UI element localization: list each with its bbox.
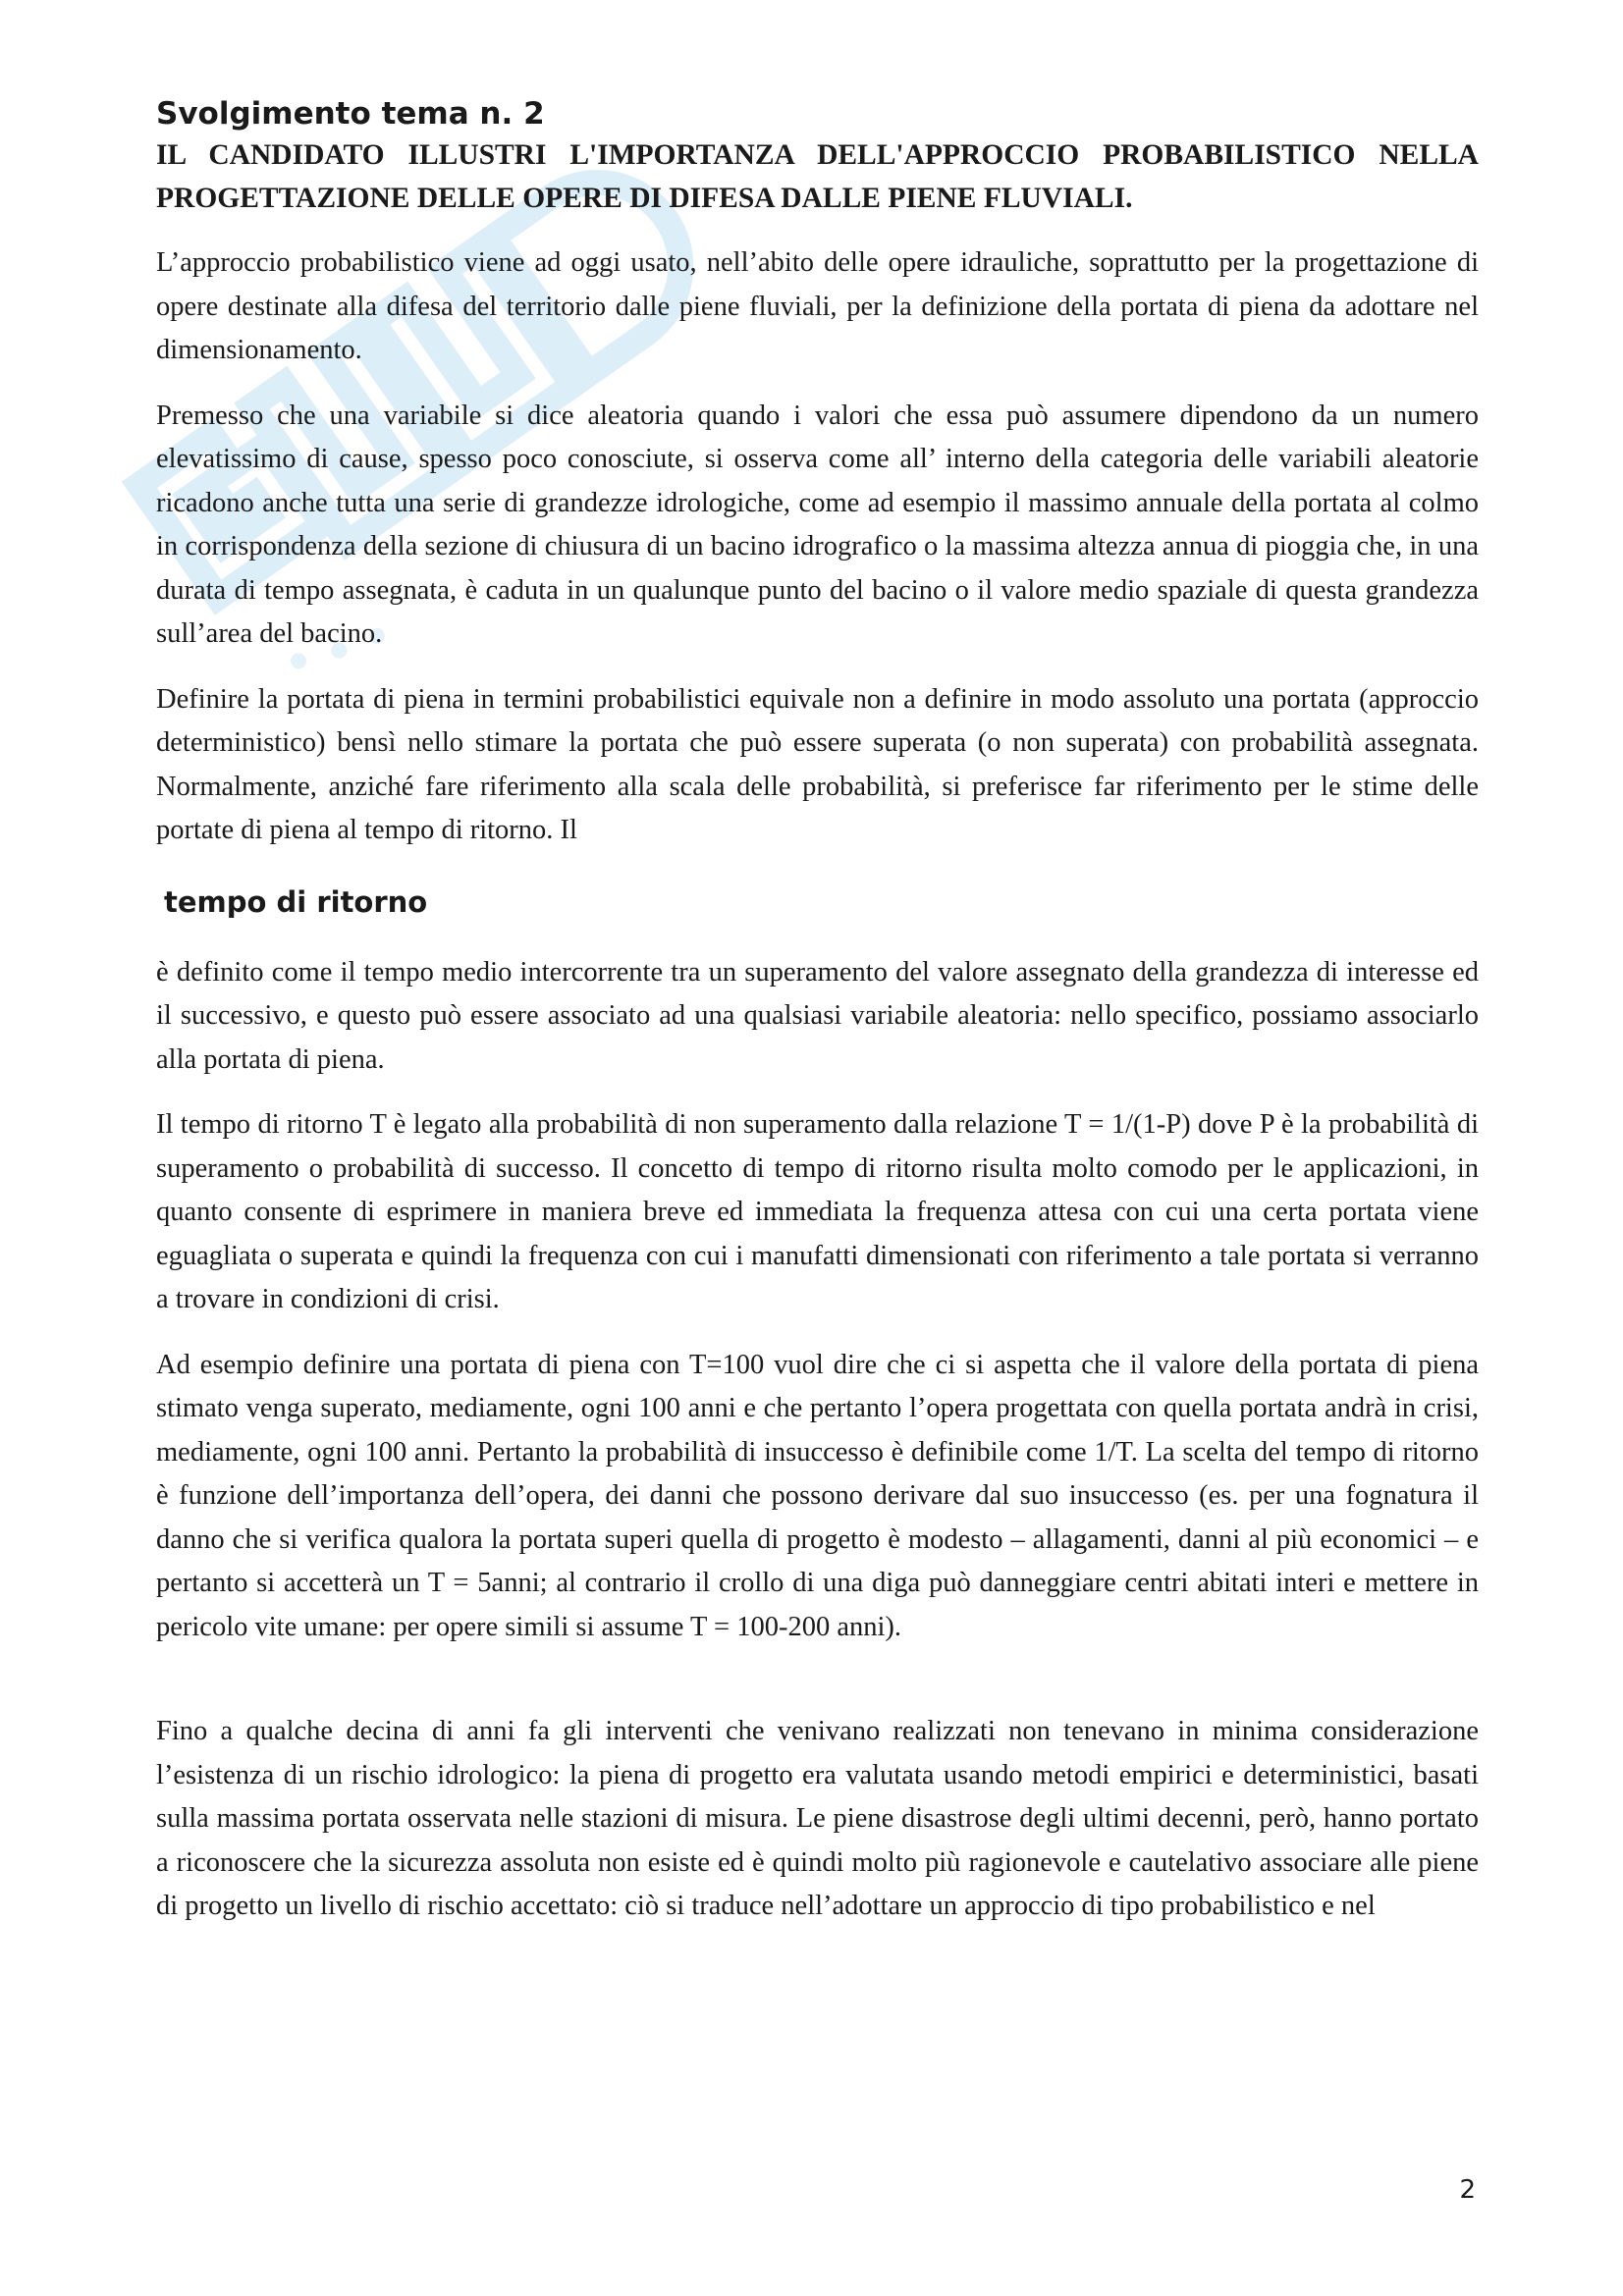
- paragraph-spacer: [156, 1671, 1479, 1710]
- document-subtitle: IL CANDIDATO ILLUSTRI L'IMPORTANZA DELL'APPROCCIO PROBABILISTICO NELLA PROGETTAZIONE DELLE OPERE DI DIFESA DALLE PIENE FLUVIALI.: [156, 139, 1479, 214]
- page-content: [156, 94, 1479, 1950]
- document-title: Svolgimento tema n. 2: [156, 96, 545, 132]
- section-heading-tempo-di-ritorno: tempo di ritorno: [164, 884, 428, 919]
- paragraph-relazione-probabilita: Il tempo di ritorno T è legato alla probabilità di non superamento dalla relazione T = 1/(1-P) dove P è la probabilità di superamento o probabilità di successo. Il concetto di tempo di ritorno risulta molto comodo per le applicazioni, in quanto consente di esprimere in maniera breve ed immediata la frequenza attesa con cui una certa portata viene eguagliata o superata e quindi la frequenza con cui i manufatti dimensionati con riferimento a tale portata si verranno a trovare in condizioni di crisi.: [156, 1109, 1479, 1314]
- paragraph-esempio-t100: Ad esempio definire una portata di piena con T=100 vuol dire che ci si aspetta che il valore della portata di piena stimato venga superato, mediamente, ogni 100 anni e che pertanto l’opera progettata con quella portata andrà in crisi, mediamente, ogni 100 anni. Pertanto la probabilità di insuccesso è definibile come 1/T. La scelta del tempo di ritorno è funzione dell’importanza dell’opera, dei danni che possono derivare dal suo insuccesso (es. per una fognatura il danno che si verifica qualora la portata superi quella di progetto è modesto – allagamenti, danni al più economici – e pertanto si accetterà un T = 5anni; al contrario il crollo di una diga può danneggiare centri abitati interi e mettere in pericolo vite umane: per opere simili si assume T = 100-200 anni).: [156, 1349, 1479, 1642]
- paragraph-portata-di-piena: Definire la portata di piena in termini probabilistici equivale non a definire in modo assoluto una portata (approccio deterministico) bensì nello stimare la portata che può essere superata (o non superata) con probabilità assegnata. Normalmente, anziché fare riferimento alla scala delle probabilità, si preferisce far riferimento per le stime delle portate di piena al tempo di ritorno. Il: [156, 683, 1479, 845]
- page-number: 2: [1459, 2175, 1476, 2205]
- paragraph-variabile-aleatoria: Premesso che una variabile si dice aleatoria quando i valori che essa può assumere dipendono da un numero elevatissimo di cause, spesso poco conosciute, si osserva come all’ interno della categoria delle variabili aleatorie ricadono anche tutta una serie di grandezze idrologiche, come ad esempio il massimo annuale della portata al colmo in corrispondenza della sezione di chiusura di un bacino idrografico o la massima altezza annua di pioggia che, in una durata di tempo assegnata, è caduta in un qualunque punto del bacino o il valore medio spaziale di questa grandezza sull’area del bacino.: [156, 400, 1479, 649]
- paragraph-definizione-tempo-ritorno: è definito come il tempo medio intercorrente tra un superamento del valore assegnato della grandezza di interesse ed il successivo, e questo può essere associato ad una qualsiasi variabile aleatoria: nello specifico, possiamo associarlo alla portata di piena.: [156, 956, 1479, 1075]
- paragraph-intro: L’approccio probabilistico viene ad oggi usato, nell’abito delle opere idrauliche, soprattutto per la progettazione di opere destinate alla difesa del territorio dalle piene fluviali, per la definizione della portata di piena da adottare nel dimensionamento.: [156, 247, 1479, 365]
- paragraph-rischio-idrologico: Fino a qualche decina di anni fa gli interventi che venivano realizzati non tenevano in minima considerazione l’esistenza di un rischio idrologico: la piena di progetto era valutata usando metodi empirici e deterministici, basati sulla massima portata osservata nelle stazioni di misura. Le piene disastrose degli ultimi decenni, però, hanno portato a riconoscere che la sicurezza assoluta non esiste ed è quindi molto più ragionevole e cautelativo associare alle piene di progetto un livello di rischio accettato: ciò si traduce nell’adottare un approccio di tipo probabilistico e nel: [156, 1716, 1479, 1921]
